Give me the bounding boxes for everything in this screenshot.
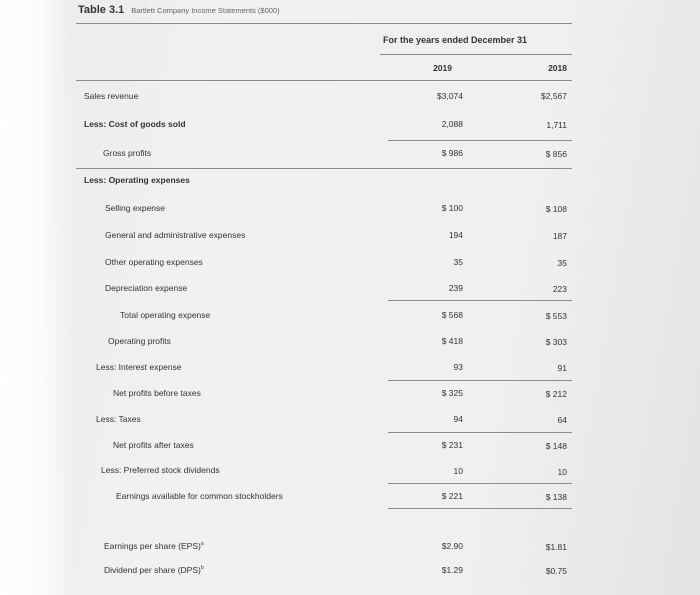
row-label: Earnings available for common stockholders xyxy=(116,491,283,501)
value-2019: $3,074 xyxy=(437,91,463,101)
period-rule xyxy=(380,54,572,55)
value-2018: $ 553 xyxy=(545,311,567,321)
subtotal-rule xyxy=(76,168,572,169)
period-header: For the years ended December 31 xyxy=(383,35,528,45)
value-2019: 94 xyxy=(453,414,463,424)
value-2019: $ 986 xyxy=(441,148,463,158)
value-2019: $ 418 xyxy=(441,336,463,346)
table-subtitle: Bartlett Company Income Statements ($000) xyxy=(131,6,280,15)
row-label: General and administrative expenses xyxy=(105,230,246,240)
value-2018: 91 xyxy=(557,363,567,373)
value-2018: 1,711 xyxy=(546,120,567,130)
value-2018: $1.81 xyxy=(545,542,567,552)
value-2018: $ 212 xyxy=(545,389,567,399)
column-header-rule xyxy=(76,80,572,81)
value-2018: $0.75 xyxy=(545,566,567,576)
subtotal-rule xyxy=(388,432,572,433)
title-rule xyxy=(76,23,572,24)
row-label: Operating profits xyxy=(108,336,171,346)
total-rule xyxy=(388,508,572,509)
value-2019: $2.90 xyxy=(441,541,463,551)
value-2018: $ 856 xyxy=(545,149,567,159)
value-2018: $ 303 xyxy=(545,337,567,347)
row-label: Less: Interest expense xyxy=(96,362,182,372)
value-2018: $ 108 xyxy=(545,204,567,214)
row-label: Less: Preferred stock dividends xyxy=(101,465,220,475)
subtotal-rule xyxy=(388,140,572,141)
value-2018: 35 xyxy=(557,258,567,268)
value-2018: 10 xyxy=(557,467,567,477)
value-2019: 35 xyxy=(453,257,463,267)
value-2018: $ 148 xyxy=(545,441,567,451)
value-2019: 194 xyxy=(448,230,463,240)
row-label: Depreciation expense xyxy=(105,283,188,293)
value-2019: $ 100 xyxy=(441,203,463,213)
value-2018: $2,567 xyxy=(541,91,567,101)
row-label: Net profits after taxes xyxy=(113,440,194,450)
value-2018: 187 xyxy=(552,231,567,241)
footnote-marker: a xyxy=(200,541,204,548)
table-title xyxy=(78,4,280,16)
value-2019: $ 231 xyxy=(441,440,463,450)
value-2019: $ 325 xyxy=(441,388,463,398)
value-2018: 64 xyxy=(557,415,567,425)
row-label: Sales revenue xyxy=(84,91,139,101)
value-2019: 239 xyxy=(448,283,463,293)
year-2018-header: 2018 xyxy=(548,63,567,73)
table-number: Table 3.1 xyxy=(78,4,125,16)
row-label: Total operating expense xyxy=(120,310,211,320)
value-2018: 223 xyxy=(552,284,567,294)
value-2019: 93 xyxy=(453,362,463,372)
row-label: Dividend per share (DPS)$^b$ xyxy=(104,565,204,575)
row-label: Other operating expenses xyxy=(105,257,203,267)
value-2019: 2,088 xyxy=(441,119,463,129)
row-label: Selling expense xyxy=(105,203,166,213)
row-label: Less: Operating expenses xyxy=(84,175,190,185)
row-label: Earnings per share (EPS)$^a$ xyxy=(104,541,204,551)
subtotal-rule xyxy=(388,380,572,381)
row-label: Less: Taxes xyxy=(96,414,141,424)
value-2019: 10 xyxy=(453,466,463,476)
footnote-marker: b xyxy=(200,565,204,572)
row-label: Gross profits xyxy=(103,148,152,158)
subtotal-rule xyxy=(388,483,572,484)
value-2018: $ 138 xyxy=(545,492,567,502)
value-2019: $ 568 xyxy=(441,310,463,320)
subtotal-rule xyxy=(388,300,572,301)
row-label: Less: Cost of goods sold xyxy=(84,119,186,129)
row-label: Net profits before taxes xyxy=(113,388,201,398)
value-2019: $ 221 xyxy=(441,491,463,501)
year-2019-header: 2019 xyxy=(433,63,452,73)
page-edge xyxy=(0,0,74,595)
value-2019: $1.29 xyxy=(441,565,463,575)
